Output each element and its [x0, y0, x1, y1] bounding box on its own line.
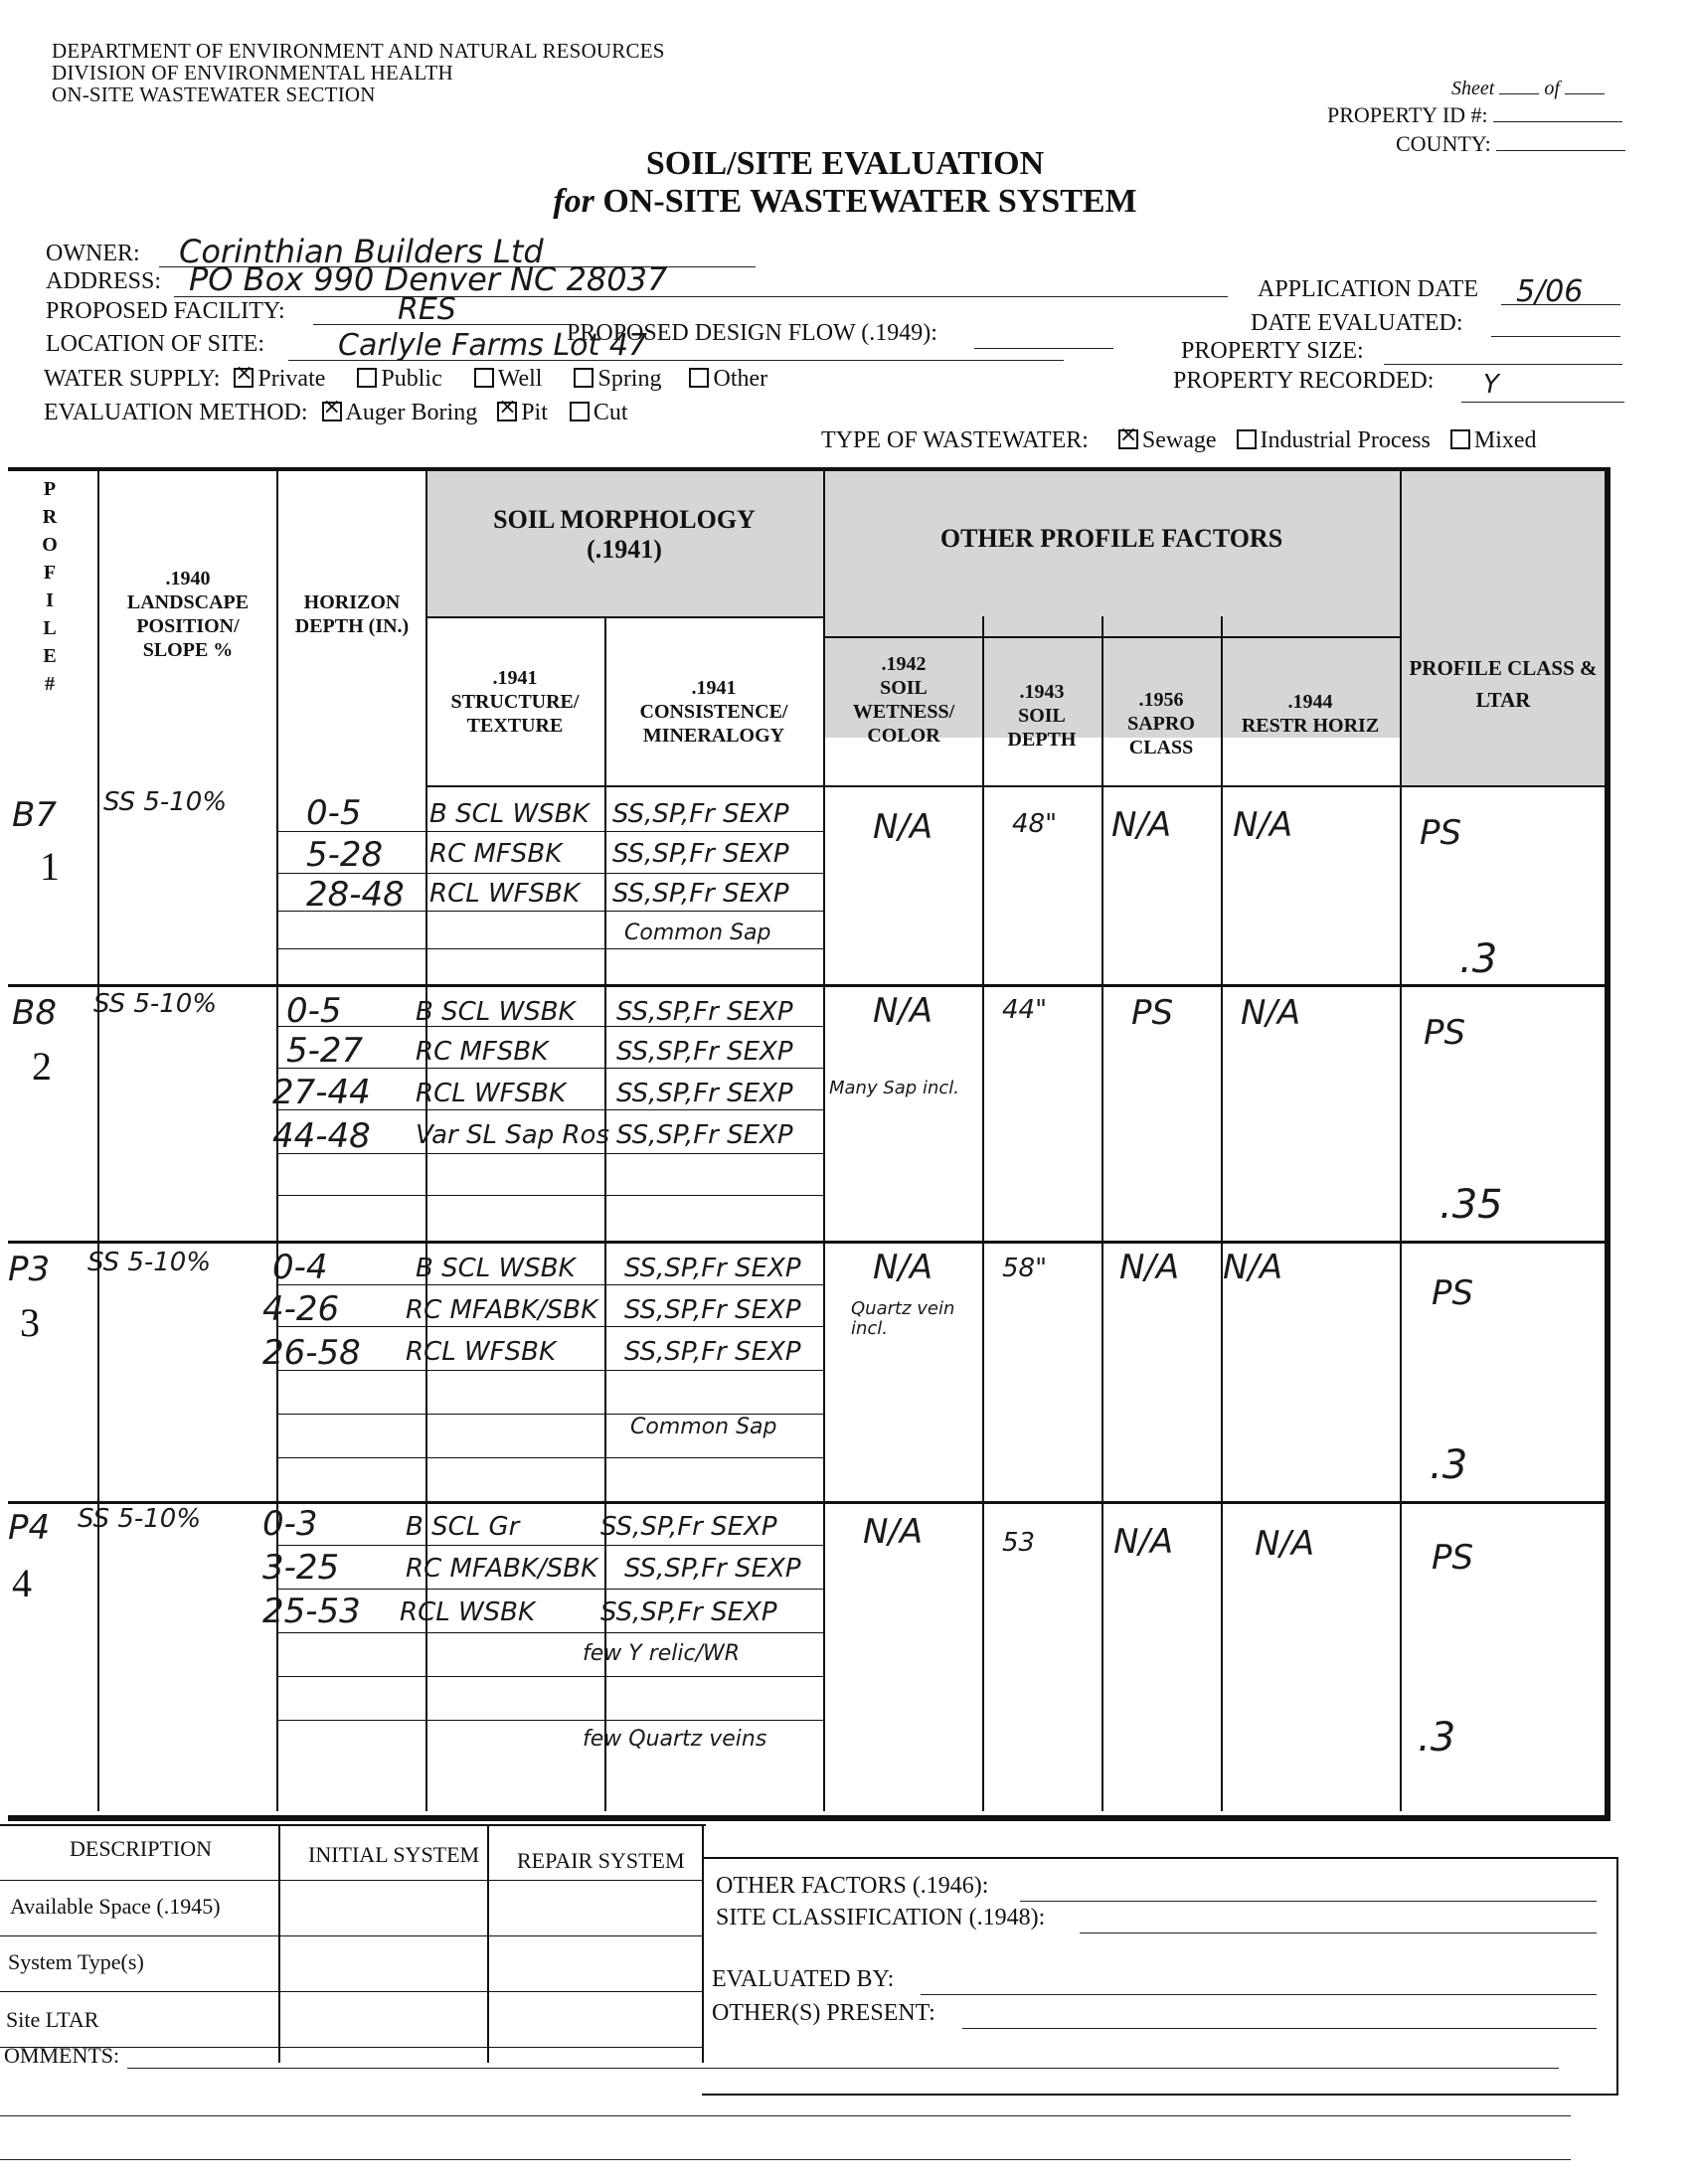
profile-row [8, 1244, 1605, 1501]
sheet-number-blank[interactable] [1499, 93, 1539, 94]
property-size-label: PROPERTY SIZE: [1181, 338, 1364, 364]
profile-class-value[interactable]: PS [1420, 813, 1462, 853]
sewage-checkbox[interactable] [1118, 429, 1138, 449]
landscape-value[interactable]: SS 5-10% [103, 787, 228, 817]
date-evaluated-label: DATE EVALUATED: [1251, 310, 1463, 336]
soil-morph-label: SOIL MORPHOLOGY [493, 505, 756, 534]
structure-value[interactable]: Var SL Sap Ros [416, 1120, 609, 1150]
sheet-label: Sheet [1451, 78, 1495, 99]
consistence-value[interactable]: SS,SP,Fr SEXP [616, 1037, 793, 1067]
profile-letter: I [46, 589, 54, 611]
landscape-value[interactable]: SS 5-10% [93, 989, 218, 1019]
consistence-code: .1941 [691, 677, 737, 699]
owner-value[interactable]: Corinthian Builders Ltd [179, 233, 544, 270]
structure-value[interactable]: RCL WFSBK [429, 879, 581, 909]
profile-letter: E [43, 645, 57, 667]
horizon-depth[interactable]: 25-53 [262, 1592, 361, 1631]
other-factors-header: OTHER PROFILE FACTORS [939, 524, 1283, 553]
public-checkbox[interactable] [357, 368, 377, 388]
address-label: ADDRESS: [46, 268, 162, 294]
property-recorded-line [1461, 402, 1624, 403]
site-classification-label: SITE CLASSIFICATION (.1948): [716, 1905, 1046, 1931]
horizon-header: HORIZON DEPTH (IN.) [294, 591, 410, 637]
structure-header [429, 666, 600, 738]
profile-letter: # [45, 673, 55, 695]
initial-system-header: INITIAL SYSTEM [308, 1842, 480, 1867]
structure-value[interactable]: B SCL WSBK [416, 1254, 576, 1283]
location-label: LOCATION OF SITE: [46, 331, 264, 357]
restr-value[interactable]: N/A [1241, 993, 1301, 1033]
horizon-depth[interactable]: 0-5 [306, 793, 362, 833]
sapro-code: .1956 [1138, 689, 1184, 711]
depth-header [986, 680, 1098, 752]
sheet-field [1451, 78, 1605, 100]
profile-tag[interactable]: P4 [8, 1508, 51, 1548]
wetness-note[interactable]: Many Sap incl. [829, 1078, 959, 1098]
other-factors-blank[interactable] [1020, 1901, 1597, 1902]
profile-number: 4 [12, 1561, 32, 1605]
auger-label: Auger Boring [345, 400, 478, 425]
profile-class-value[interactable]: PS [1424, 1013, 1466, 1053]
structure-value[interactable]: RCL WFSBK [406, 1337, 557, 1367]
wetness-value[interactable]: N/A [873, 807, 933, 847]
title-for: for [553, 183, 594, 220]
structure-value[interactable]: RCL WFSBK [416, 1079, 567, 1108]
profile-row [8, 1504, 1605, 1802]
dept-line-3: ON-SITE WASTEWATER SECTION [52, 83, 376, 106]
comments-line-1[interactable] [127, 2068, 1559, 2069]
consistence-value[interactable]: SS,SP,Fr SEXP [624, 1295, 801, 1325]
sheet-total-blank[interactable] [1565, 93, 1605, 94]
system-table [0, 1824, 706, 2063]
restr-code: .1944 [1287, 691, 1333, 713]
system-col-line [487, 1824, 489, 2063]
horizon-depth[interactable]: 0-5 [286, 991, 342, 1031]
depth-value[interactable]: 58" [1002, 1254, 1048, 1283]
industrial-checkbox[interactable] [1237, 429, 1257, 449]
sapro-label: SAPRO CLASS [1127, 713, 1195, 758]
profile-letter: O [42, 534, 58, 556]
consistence-value[interactable]: SS,SP,Fr SEXP [600, 1597, 777, 1627]
address-value[interactable]: PO Box 990 Denver NC 28037 [189, 260, 668, 298]
evaluation-method-field [44, 400, 628, 426]
property-recorded-label: PROPERTY RECORDED: [1173, 368, 1435, 394]
horizon-depth[interactable]: 3-25 [262, 1548, 340, 1588]
agency-header [52, 40, 665, 105]
structure-value[interactable]: B SCL WSBK [429, 799, 590, 829]
others-present-label: OTHER(S) PRESENT: [712, 2000, 935, 2026]
ltar-value[interactable]: .3 [1418, 1715, 1456, 1761]
other-checkbox[interactable] [689, 368, 709, 388]
consistence-value[interactable]: Common Sap [624, 921, 771, 945]
dept-line-1: DEPARTMENT OF ENVIRONMENT AND NATURAL RESOURCES [52, 39, 665, 63]
structure-value[interactable]: RC MFABK/SBK [406, 1295, 598, 1325]
comments-line-2[interactable] [0, 2115, 1571, 2116]
profile-class-header: PROFILE CLASS & LTAR [1409, 656, 1598, 712]
consistence-value[interactable]: Common Sap [630, 1415, 777, 1439]
site-classification-blank[interactable] [1080, 1932, 1597, 1933]
cut-checkbox[interactable] [570, 402, 590, 421]
comments-label: OMMENTS: [4, 2043, 120, 2068]
sapro-value[interactable]: PS [1131, 993, 1174, 1033]
landscape-code: .1940 [165, 568, 211, 589]
wetness-label: SOIL WETNESS/ COLOR [852, 677, 955, 747]
horizon-depth[interactable]: 27-44 [272, 1073, 371, 1112]
consistence-label: CONSISTENCE/ MINERALOGY [639, 701, 788, 747]
water-supply-label: WATER SUPPLY: [44, 366, 221, 392]
profile-tag[interactable]: P3 [8, 1250, 51, 1289]
consistence-header [608, 676, 819, 748]
evaluation-method-label: EVALUATION METHOD: [44, 400, 308, 425]
property-id-label: PROPERTY ID #: [1327, 102, 1488, 127]
facility-label: PROPOSED FACILITY: [46, 298, 285, 324]
consistence-value[interactable]: SS,SP,Fr SEXP [612, 879, 789, 909]
comments-line-3[interactable] [0, 2159, 1571, 2160]
consistence-value[interactable]: SS,SP,Fr SEXP [616, 997, 793, 1027]
title-line-1: SOIL/SITE EVALUATION [645, 145, 1045, 182]
structure-value[interactable]: B SCL Gr [406, 1512, 520, 1542]
soil-morph-code: (.1941) [587, 535, 662, 564]
description-header: DESCRIPTION [70, 1836, 213, 1861]
public-label: Public [381, 366, 442, 392]
form-title [447, 145, 1243, 221]
water-supply-field [44, 366, 767, 393]
horizon-depth[interactable]: 0-3 [262, 1504, 318, 1544]
consistence-value[interactable]: SS,SP,Fr SEXP [616, 1120, 793, 1150]
system-row-line [0, 1991, 704, 1992]
wetness-header [829, 652, 978, 748]
profile-number: 1 [40, 844, 60, 889]
mixed-label: Mixed [1473, 427, 1537, 453]
profile-row [8, 987, 1605, 1241]
structure-value[interactable]: RC MFSBK [416, 1037, 549, 1067]
pit-checkbox[interactable] [497, 402, 517, 421]
consistence-value[interactable]: few Y relic/WR [583, 1641, 741, 1666]
facility-value[interactable]: RES [398, 292, 456, 327]
consistence-value[interactable]: SS,SP,Fr SEXP [624, 1337, 801, 1367]
consistence-value[interactable]: SS,SP,Fr SEXP [624, 1554, 801, 1584]
consistence-value[interactable]: SS,SP,Fr SEXP [612, 799, 789, 829]
sapro-value[interactable]: N/A [1113, 1522, 1174, 1562]
system-row-line [0, 1935, 704, 1936]
consistence-value[interactable]: SS,SP,Fr SEXP [624, 1254, 801, 1283]
repair-system-header: REPAIR SYSTEM [517, 1848, 685, 1873]
industrial-label: Industrial Process [1260, 427, 1431, 453]
sapro-header [1105, 688, 1217, 759]
restr-value[interactable]: N/A [1223, 1248, 1283, 1287]
profile-row [8, 787, 1605, 984]
property-id-blank[interactable] [1493, 121, 1622, 122]
application-date-value[interactable]: 5/06 [1516, 274, 1584, 309]
profile-tag[interactable]: B7 [12, 795, 57, 835]
structure-value[interactable]: RC MFABK/SBK [406, 1554, 598, 1584]
county-label: COUNTY: [1396, 131, 1491, 156]
horizon-depth[interactable]: 28-48 [306, 875, 405, 915]
profile-letters [38, 475, 62, 698]
profile-number: 3 [20, 1300, 40, 1345]
application-date-label: APPLICATION DATE [1258, 276, 1478, 302]
spring-label: Spring [597, 366, 662, 392]
wastewater-type-label: TYPE OF WASTEWATER: [821, 427, 1089, 453]
site-ltar-label: Site LTAR [6, 2007, 99, 2032]
well-checkbox[interactable] [474, 368, 494, 388]
wetness-note[interactable]: Quartz vein incl. [851, 1298, 955, 1339]
title-system: ON-SITE WASTEWATER SYSTEM [602, 183, 1137, 220]
available-space-label: Available Space (.1945) [10, 1894, 221, 1919]
location-value[interactable]: Carlyle Farms Lot 47 [338, 328, 647, 363]
cut-label: Cut [593, 400, 628, 425]
other-sub-line [823, 636, 1400, 638]
landscape-header [103, 567, 272, 662]
depth-value[interactable]: 53 [1002, 1528, 1036, 1558]
profile-number: 2 [32, 1044, 52, 1089]
wetness-value[interactable]: N/A [863, 1512, 924, 1552]
structure-label: STRUCTURE/ TEXTURE [450, 691, 580, 737]
evaluated-by-label: EVALUATED BY: [712, 1966, 895, 1992]
dept-line-2: DIVISION OF ENVIRONMENTAL HEALTH [52, 61, 453, 84]
morph-sub-line [425, 616, 823, 618]
sewage-label: Sewage [1141, 427, 1217, 453]
property-size-blank[interactable] [1384, 364, 1622, 365]
consistence-value[interactable]: few Quartz veins [583, 1727, 767, 1752]
spring-checkbox[interactable] [574, 368, 593, 388]
pit-label: Pit [521, 400, 548, 425]
profile-letter: P [43, 478, 57, 500]
profile-letter: L [43, 617, 57, 639]
profile-letter: F [43, 562, 57, 584]
date-evaluated-blank[interactable] [1491, 336, 1620, 337]
depth-value[interactable]: 44" [1002, 995, 1048, 1025]
design-flow-blank[interactable] [974, 348, 1113, 349]
private-checkbox[interactable] [234, 368, 254, 388]
structure-value[interactable]: RC MFSBK [429, 839, 563, 869]
system-row-line [0, 1880, 704, 1881]
ltar-value[interactable]: .3 [1430, 1442, 1468, 1488]
profile-class-value[interactable]: PS [1432, 1538, 1474, 1578]
owner-label: OWNER: [46, 241, 140, 266]
horizon-depth[interactable]: 4-26 [262, 1289, 340, 1329]
depth-code: .1943 [1019, 681, 1065, 703]
restr-value[interactable]: N/A [1255, 1524, 1315, 1564]
of-label: of [1544, 78, 1560, 99]
system-table-top [0, 1824, 706, 1826]
wetness-code: .1942 [881, 653, 927, 675]
private-label: Private [257, 366, 326, 392]
profile-letter: R [42, 506, 58, 528]
depth-value[interactable]: 48" [1012, 809, 1058, 839]
county-blank[interactable] [1496, 150, 1625, 151]
mixed-checkbox[interactable] [1450, 429, 1470, 449]
restr-header [1225, 690, 1396, 738]
landscape-label: LANDSCAPE POSITION/ SLOPE % [126, 591, 250, 661]
consistence-value[interactable]: SS,SP,Fr SEXP [616, 1079, 793, 1108]
design-flow-label: PROPOSED DESIGN FLOW (.1949): [567, 320, 937, 346]
consistence-value[interactable]: SS,SP,Fr SEXP [612, 839, 789, 869]
soil-morphology-header [425, 505, 823, 565]
county-field [1396, 131, 1625, 157]
other-label: Other [713, 366, 768, 392]
horizon-depth[interactable]: 0-4 [272, 1248, 328, 1287]
property-recorded-value[interactable]: Y [1483, 370, 1499, 400]
sapro-value[interactable]: N/A [1111, 805, 1172, 845]
evaluated-by-blank[interactable] [921, 1994, 1597, 1995]
landscape-value[interactable]: SS 5-10% [78, 1504, 202, 1534]
wetness-value[interactable]: N/A [873, 991, 933, 1031]
site-info-box [702, 1857, 1618, 2096]
system-col-line [278, 1824, 280, 2063]
structure-value[interactable]: RCL WSBK [400, 1597, 536, 1627]
auger-checkbox[interactable] [322, 402, 342, 421]
sapro-value[interactable]: N/A [1119, 1248, 1180, 1287]
structure-value[interactable]: B SCL WSBK [416, 997, 576, 1027]
title-line-2 [447, 183, 1243, 221]
horizon-depth[interactable]: 5-28 [306, 835, 384, 875]
ltar-value[interactable]: .35 [1440, 1182, 1503, 1228]
other-factors-label: OTHER FACTORS (.1946): [716, 1873, 989, 1899]
depth-label: SOIL DEPTH [1007, 705, 1077, 751]
profile-tag[interactable]: B8 [12, 993, 57, 1033]
evaluation-table [8, 467, 1610, 1817]
profile-class-value[interactable]: PS [1432, 1273, 1474, 1313]
structure-code: .1941 [492, 667, 538, 689]
well-label: Well [497, 366, 543, 392]
ltar-value[interactable]: .3 [1459, 936, 1498, 982]
landscape-value[interactable]: SS 5-10% [87, 1248, 212, 1277]
wetness-value[interactable]: N/A [873, 1248, 933, 1287]
system-type-label: System Type(s) [8, 1949, 144, 1974]
horizon-depth[interactable]: 5-27 [286, 1031, 364, 1071]
wastewater-type-field [821, 427, 1537, 454]
consistence-value[interactable]: SS,SP,Fr SEXP [600, 1512, 777, 1542]
restr-value[interactable]: N/A [1233, 805, 1293, 845]
horizon-depth[interactable]: 44-48 [272, 1116, 371, 1156]
restr-label: RESTR HORIZ [1241, 715, 1380, 737]
property-id-field [1327, 102, 1622, 128]
horizon-depth[interactable]: 26-58 [262, 1333, 361, 1373]
others-present-blank[interactable] [962, 2028, 1597, 2029]
